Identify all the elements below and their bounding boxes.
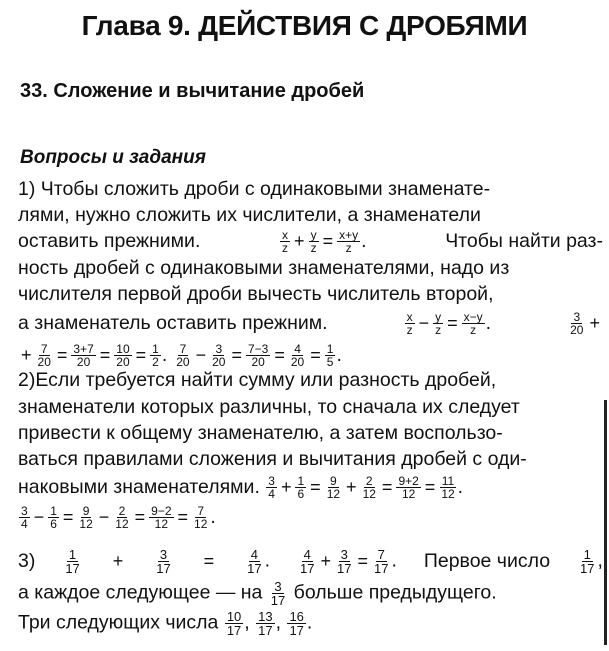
numerator: 3 (340, 547, 348, 562)
denominator: 20 (251, 355, 265, 370)
numerator: 4 (303, 547, 311, 562)
fraction (150, 343, 161, 368)
fraction (149, 505, 173, 530)
fraction (63, 548, 81, 575)
numerator: 7 (197, 504, 205, 519)
numerator: 1 (297, 474, 305, 489)
fraction (71, 343, 95, 368)
denominator: 20 (570, 323, 584, 338)
sum-formula (279, 229, 366, 254)
denominator: 2 (152, 355, 159, 370)
denominator: 4 (268, 487, 275, 502)
math-operator: = (357, 550, 368, 571)
numerator: 16 (289, 609, 304, 624)
math-operator: + (21, 345, 32, 365)
denominator: z (435, 323, 442, 338)
numerator: 2 (118, 504, 126, 519)
p1-line-3 (18, 229, 603, 254)
numerator: x+y (339, 228, 359, 243)
math-operator: + (346, 477, 357, 497)
p2-text: ваться правилами сложения и вычитания дробей с оди- (18, 448, 527, 470)
p2-line-6 (18, 505, 603, 530)
punctuation: , (275, 611, 282, 634)
fraction (337, 229, 360, 254)
denominator: z (282, 241, 289, 256)
questions-heading: Вопросы и задания (20, 147, 206, 168)
math-operator: + (294, 230, 305, 251)
numerator: 7 (40, 342, 48, 357)
numerator: 3+7 (73, 342, 94, 357)
p2-line-2 (18, 395, 603, 420)
fraction (280, 229, 290, 254)
denominator: 5 (326, 355, 334, 370)
fraction (48, 505, 59, 530)
numerator: 9 (330, 474, 337, 489)
fraction (335, 548, 353, 575)
fraction (405, 311, 415, 336)
math-operator: = (203, 551, 215, 571)
denominator: z (406, 323, 413, 338)
p1-text: числителя первой дроби вычесть числитель второй, (18, 283, 494, 305)
p3-text: больше предыдущего. (293, 581, 497, 604)
fraction (19, 505, 30, 530)
denominator: 20 (290, 355, 305, 370)
numerator: 1 (68, 547, 77, 562)
section-title: 33. Сложение и вычитание дробей (20, 80, 365, 102)
p1-text: Чтобы найти раз- (445, 230, 603, 252)
p3-number: 3) (18, 550, 36, 572)
numerator: 11 (441, 474, 455, 489)
math-operator: = (62, 507, 74, 527)
p3-eq-2 (297, 548, 397, 575)
numerator: x (406, 310, 413, 325)
denominator: 17 (65, 561, 80, 576)
numerator: 9−2 (151, 504, 172, 519)
fraction (245, 548, 263, 575)
numerator: y (310, 228, 317, 243)
p3-text: а каждое следующее — на (18, 581, 263, 604)
numerator: 2 (365, 474, 373, 489)
numerator: y (435, 310, 442, 325)
fraction (154, 548, 172, 575)
math-operator: + (320, 550, 331, 571)
numerator: 4 (294, 342, 301, 357)
math-operator: = (99, 345, 111, 365)
math-operator: = (322, 230, 334, 251)
p1-text: оставить прежними. (18, 230, 201, 252)
example-start (567, 311, 603, 336)
math-operator: = (274, 345, 285, 365)
numerator: 4 (250, 547, 258, 562)
denominator: z (470, 323, 477, 338)
denominator: 17 (270, 593, 286, 608)
denominator: 17 (226, 623, 242, 638)
numerator: 10 (116, 342, 130, 357)
fraction (266, 475, 277, 500)
numerator: 1 (152, 342, 159, 357)
math-operator: = (177, 507, 189, 527)
numerator: 9 (82, 504, 90, 519)
math-operator: − (33, 507, 45, 527)
numerator: 1 (326, 342, 334, 357)
p3-first-number (577, 548, 603, 575)
numerator: 3 (215, 342, 223, 357)
numerator: x−y (463, 310, 483, 325)
fraction (114, 343, 131, 368)
fraction (287, 610, 305, 637)
math-operator: − (98, 507, 110, 527)
math-operator: − (418, 312, 430, 333)
denominator: 17 (337, 561, 352, 576)
chapter-title: Глава 9. ДЕЙСТВИЯ С ДРОБЯМИ (81, 10, 528, 41)
math-operator: = (447, 312, 458, 333)
denominator: 4 (21, 517, 28, 532)
p3-text: Первое число (423, 550, 551, 572)
math-operator: = (310, 345, 321, 365)
p1-line-5 (18, 282, 603, 307)
denominator: z (345, 241, 352, 256)
denominator: 17 (156, 561, 171, 576)
numerator: 3 (274, 579, 282, 594)
punctuation: . (210, 506, 216, 528)
denominator: 12 (441, 487, 455, 502)
p2-line-4 (18, 447, 603, 472)
punctuation: . (485, 311, 492, 334)
numerator: 3 (21, 504, 28, 519)
punctuation: , (244, 611, 250, 634)
denominator: z (310, 241, 317, 256)
numerator: 3 (268, 474, 275, 489)
fraction (462, 311, 485, 336)
punctuation: . (306, 611, 313, 634)
fraction (192, 505, 209, 530)
denominator: 17 (300, 561, 315, 576)
numerator: 3 (573, 310, 581, 325)
numerator: 13 (258, 609, 273, 624)
math-operator: = (310, 477, 321, 497)
numerator: x (282, 228, 289, 243)
denominator: 17 (580, 561, 595, 576)
p1-line-2 (18, 203, 603, 228)
fraction (309, 229, 319, 254)
math-operator: = (231, 345, 242, 365)
punctuation: , (597, 549, 603, 572)
fraction (256, 610, 274, 637)
p3-line-3 (18, 609, 603, 638)
p2-line-5 (18, 475, 603, 500)
denominator: 20 (116, 355, 130, 370)
denominator: 17 (258, 623, 273, 638)
fraction (578, 548, 596, 575)
math-operator: = (56, 345, 68, 365)
math-operator: = (134, 507, 146, 527)
p1-line-4 (18, 256, 603, 281)
numerator: 1 (50, 504, 57, 519)
p1-line-1 (18, 177, 603, 202)
punctuation: . (336, 344, 342, 366)
p1-text: ность дробей с одинаковыми знаменателями, надо из (18, 257, 510, 279)
numerator: 3 (159, 547, 168, 562)
p1-text: лями, нужно сложить их числители, а знаменатели (18, 204, 481, 226)
fraction (36, 343, 53, 368)
math-operator: = (381, 477, 393, 497)
denominator: 17 (373, 561, 389, 576)
denominator: 20 (76, 355, 91, 370)
denominator: 12 (401, 487, 416, 502)
numerator: 9+2 (398, 474, 419, 489)
numerator: 10 (226, 609, 242, 624)
denominator: 12 (115, 517, 129, 532)
punctuation: . (391, 549, 397, 572)
p1-text: а знаменатель оставить прежним. (18, 312, 328, 334)
punctuation: . (457, 476, 464, 498)
math-operator: = (424, 477, 436, 497)
math-operator: + (280, 477, 292, 497)
math-operator: − (195, 345, 207, 365)
math-operator: + (112, 551, 124, 571)
denominator: 20 (37, 355, 51, 370)
denominator: 6 (50, 517, 57, 532)
denominator: 12 (194, 517, 208, 532)
fraction (269, 580, 287, 607)
fraction (439, 475, 456, 500)
fraction (396, 475, 420, 500)
p2-text: знаменатели которых различны, то сначала их следует (18, 396, 520, 418)
denominator: 12 (326, 487, 341, 502)
punctuation: . (161, 344, 168, 366)
fraction (246, 343, 270, 368)
fraction (361, 475, 378, 500)
p3-line-1 (18, 549, 603, 574)
p1-line-6 (18, 311, 603, 336)
denominator: 17 (247, 561, 262, 576)
punctuation: . (264, 549, 271, 572)
fraction (113, 505, 130, 530)
difference-formula (404, 311, 491, 336)
numerator: 7−3 (248, 342, 269, 357)
numerator: 7 (377, 547, 385, 562)
p2-text: привести к общему знаменателю, а затем воспользо- (18, 422, 503, 444)
fraction (174, 343, 191, 368)
fraction (372, 548, 390, 575)
page-edge-shadow (604, 400, 607, 645)
p2-line-1 (18, 368, 603, 393)
fraction (225, 610, 243, 637)
numerator: 1 (583, 547, 591, 562)
denominator: 20 (212, 355, 226, 370)
p3-text: Три следующих числа (18, 611, 219, 634)
denominator: 20 (176, 355, 190, 370)
fraction (298, 548, 316, 575)
p1-text: 1) Чтобы сложить дроби с одинаковыми знаменате- (18, 178, 491, 200)
denominator: 12 (79, 517, 93, 532)
numerator: 7 (179, 342, 187, 357)
fraction (568, 311, 585, 336)
fraction (210, 343, 227, 368)
math-operator: + (589, 312, 600, 333)
p2-text: наковыми знаменателями. (18, 476, 260, 498)
denominator: 17 (289, 623, 304, 638)
fraction (289, 343, 306, 368)
fraction (433, 311, 443, 336)
p3-eq-result (244, 548, 270, 575)
fraction (325, 475, 342, 500)
denominator: 12 (154, 517, 169, 532)
p2-text: 2)Если требуется найти сумму или разность дробей, (18, 369, 497, 391)
fraction (295, 475, 306, 500)
fraction (325, 343, 336, 368)
denominator: 12 (362, 487, 376, 502)
p1-line-7 (18, 343, 603, 368)
p2-line-3 (18, 421, 603, 446)
denominator: 6 (297, 487, 305, 502)
punctuation: . (361, 229, 367, 252)
math-operator: = (135, 345, 147, 365)
fraction (77, 505, 94, 530)
p3-line-2 (18, 579, 603, 608)
